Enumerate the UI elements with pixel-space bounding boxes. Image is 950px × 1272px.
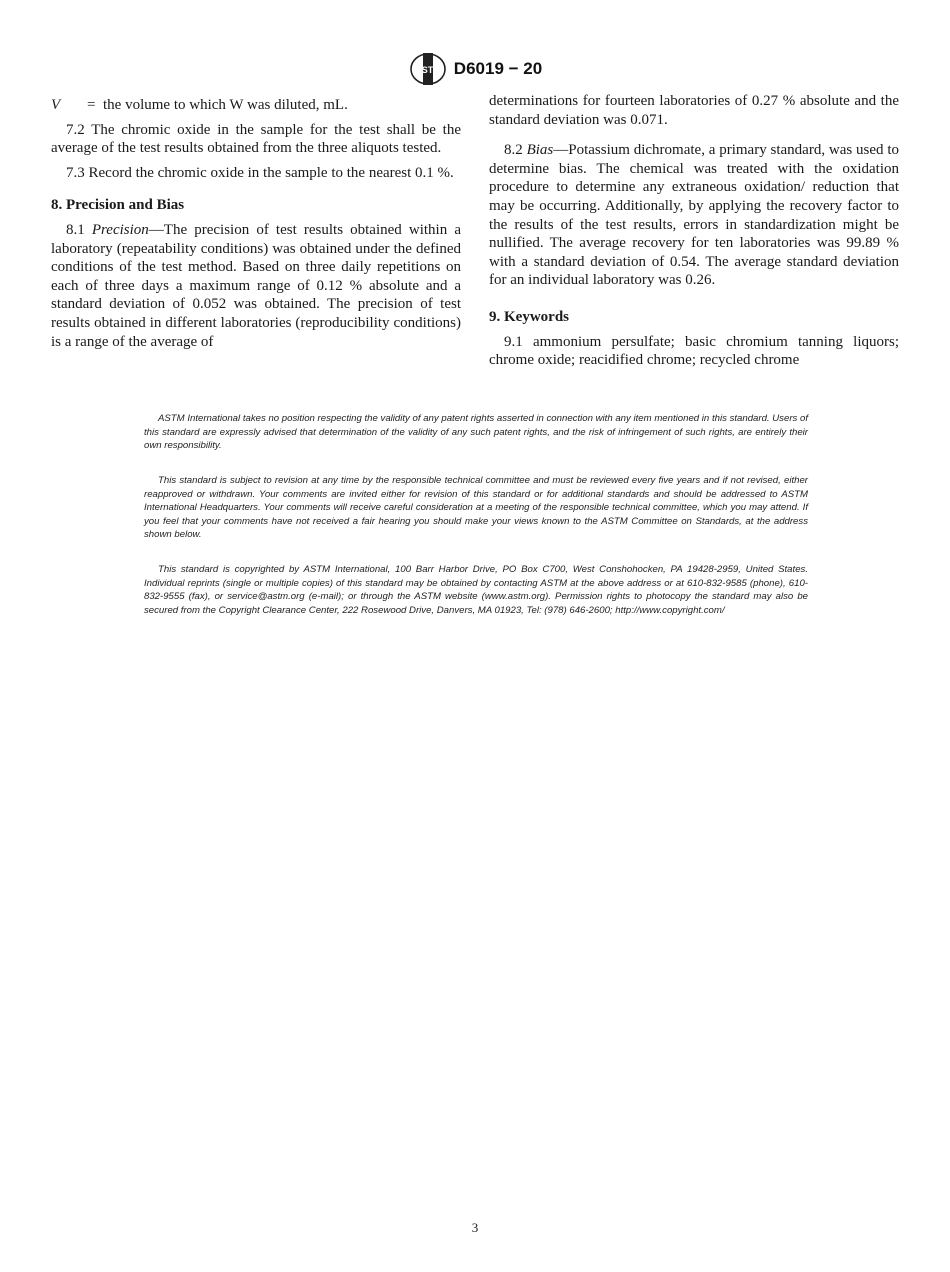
right-column bbox=[489, 92, 899, 376]
section-8-2 bbox=[489, 141, 899, 290]
section-8-2-text: —Potassium dichromate, a primary standard, was used to determine bias. The chemical was treated with the oxidation procedure to determine any extraneous oxidation/ reduction that may be occurring. Additionally, by applying the recovery factor to the results of the test results, errors in standardization might be nullified. The average recovery for ten laboratories was 99.89 % with a standard deviation of 0.54. The average standard deviation for an individual laboratory was 0.26. bbox=[489, 142, 899, 289]
section-8-1-text: —The precision of test results obtained within a laboratory (repeatability conditions) was obtained under the defined conditions of the test method. Based on three daily repetitions on each of three days a maximum range of 0.12 % absolute and a standard deviation of 0.052 was obtained. The precision of test results obtained in different laboratories (reproducibility conditions) is a range of the average of bbox=[51, 221, 461, 350]
footer-patent-text: ASTM International takes no position respecting the validity of any patent rights asserted in connection with any item mentioned in this standard. Users of this standard are expressly advised that determination of the validity of any such patent rights, and the risk of infringement of such rights, are entirely their own responsibility. bbox=[144, 413, 808, 451]
left-column bbox=[51, 92, 461, 357]
footer-patent-notice bbox=[144, 412, 808, 453]
section-8-2-term: Bias bbox=[526, 142, 554, 159]
svg-text:ASTM: ASTM bbox=[415, 65, 441, 75]
section-7-2: 7.2 The chromic oxide in the sample for the test shall be the average of the test results obtained from the three aliquots tested. bbox=[51, 121, 461, 157]
document-id: D6019 − 20 bbox=[453, 59, 543, 78]
definition-symbol: V bbox=[51, 97, 61, 113]
definition-v bbox=[51, 96, 461, 115]
footer-copyright-notice bbox=[144, 563, 808, 617]
definition-equals: = bbox=[87, 97, 96, 113]
section-8-1-number: 8.1 bbox=[66, 221, 92, 238]
astm-logo bbox=[408, 52, 448, 86]
definition-text: the volume to which W was diluted, mL. bbox=[103, 97, 348, 113]
footer-revision-notice bbox=[144, 474, 808, 542]
section-8-1-continued: determinations for fourteen laboratories of 0.27 % absolute and the standard deviation was 0.071. bbox=[489, 93, 899, 128]
section-8-1-term: Precision bbox=[91, 221, 149, 238]
section-7-3: 7.3 Record the chromic oxide in the sample to the nearest 0.1 %. bbox=[66, 164, 454, 181]
page-header bbox=[0, 52, 950, 86]
heading-precision-and-bias: 8. Precision and Bias bbox=[51, 197, 185, 214]
page-number: 3 bbox=[471, 1220, 479, 1235]
footer-revision-text: This standard is subject to revision at any time by the responsible technical committee and must be reviewed every five years and if not revised, either reapproved or withdrawn. Your comments are invited either for revision of this standard or for additional standards and should be addressed to ASTM International Headquarters. Your comments will receive careful consideration at a meeting of the responsible technical committee, which you may attend. If you feel that your comments have not received a fair hearing you should make your views known to the ASTM Committee on Standards, at the address shown below. bbox=[144, 475, 808, 540]
section-9-1: 9.1 ammonium persulfate; basic chromium tanning liquors; chrome oxide; reacidified chrome; recycled chrome bbox=[489, 333, 899, 369]
heading-keywords: 9. Keywords bbox=[489, 308, 569, 325]
section-8-2-number: 8.2 bbox=[504, 142, 527, 159]
footer-copyright-text: This standard is copyrighted by ASTM International, 100 Barr Harbor Drive, PO Box C700, West Conshohocken, PA 19428-2959, United States. Individual reprints (single or multiple copies) of this standard may be obtained by contacting ASTM at the above address or at 610-832-9585 (phone), 610-832-9555 (fax), or service@astm.org (e-mail); or through the ASTM website (www.astm.org). Permission rights to photocopy the standard may also be secured from the Copyright Clearance Center, 222 Rosewood Drive, Danvers, MA 01923, Tel: (978) 646-2600; http://www.copyright.com/ bbox=[144, 564, 808, 616]
section-8-1 bbox=[51, 221, 461, 351]
